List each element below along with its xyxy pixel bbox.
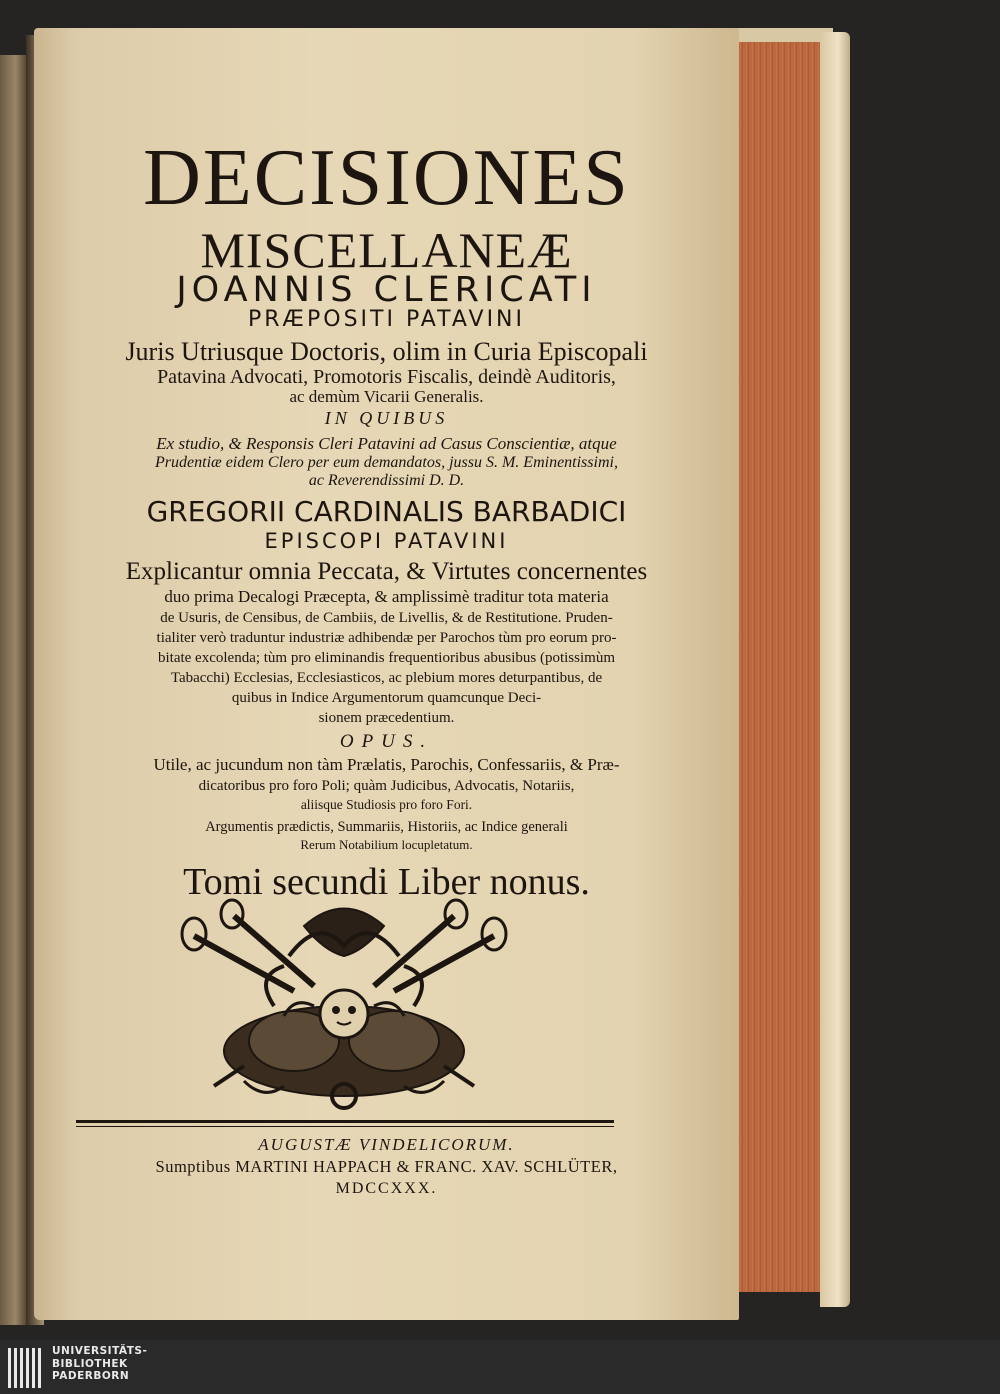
opus-heading: OPUS.	[339, 731, 434, 752]
body-text-line: quibus in Indice Argumentorum quamcunque Deci-	[231, 690, 542, 706]
body-text-line: duo prima Decalogi Præcepta, & amplissimè traditur tota materia	[164, 587, 609, 606]
body-text-line: tialiter verò traduntur industriæ adhibendæ per Parochos tùm pro eorum pro-	[156, 630, 617, 646]
body-text-line: Rerum Notabilium locupletatum.	[300, 837, 473, 852]
author-title: PRÆPOSITI PATAVINI	[248, 307, 525, 332]
italic-text-line: Ex studio, & Responsis Cleri Patavini ad Casus Conscientiæ, atque	[156, 434, 617, 453]
cardinal-title: EPISCOPI PATAVINI	[264, 529, 509, 553]
title-page	[34, 28, 739, 1320]
author-description-line: ac demùm Vicarii Generalis.	[289, 387, 484, 406]
facing-page-edge	[0, 55, 28, 1325]
main-title: DECISIONES	[143, 134, 630, 222]
imprint-rule-thin	[76, 1126, 614, 1127]
footer-bar	[0, 1340, 1000, 1394]
logo-line: PADERBORN	[52, 1370, 130, 1382]
body-text-line: dicatoribus pro foro Poli; quàm Judicibus, Advocatis, Notariis,	[198, 778, 575, 794]
library-logo-text	[52, 1345, 147, 1383]
page-fore-edge	[733, 42, 825, 1292]
author-description-line: Juris Utriusque Doctoris, olim in Curia Episcopali	[125, 337, 648, 366]
imprint-place: AUGUSTÆ VINDELICORUM.	[258, 1135, 515, 1154]
author-name: JOANNIS CLERICATI	[176, 270, 597, 310]
logo-line: UNIVERSITÄTS-	[52, 1345, 148, 1357]
eagle-trumpets-vignette-icon	[174, 896, 514, 1111]
italic-text-line: ac Reverendissimi D. D.	[308, 472, 465, 489]
imprint-rule	[76, 1120, 614, 1123]
cardinal-name: GREGORII CARDINALIS BARBADICI	[146, 495, 627, 528]
body-text-line: Explicantur omnia Peccata, & Virtutes concernentes	[125, 558, 648, 585]
body-text-line: aliisque Studiosis pro foro Fori.	[300, 797, 473, 812]
body-text-line: bitate excolenda; tùm pro eliminandis frequentioribus abusibus (potissimùm	[157, 650, 615, 666]
imprint-year: MDCCXXX.	[335, 1180, 438, 1197]
cover-board-edge	[820, 32, 850, 1307]
library-logo-icon	[6, 1346, 44, 1390]
author-description-line: Patavina Advocati, Promotoris Fiscalis, deindè Auditoris,	[157, 366, 616, 388]
body-text-line: sionem præcedentium.	[318, 710, 455, 726]
body-text-line: Tabacchi) Ecclesias, Ecclesiasticos, ac plebium mores deturpantibus, de	[170, 670, 603, 686]
body-text-line: de Usuris, de Censibus, de Cambiis, de Livellis, & de Restitutione. Pruden-	[160, 610, 613, 626]
imprint-publisher: Sumptibus MARTINI HAPPACH & FRANC. XAV. SCHLÜTER,	[155, 1157, 618, 1176]
italic-text-line: Prudentiæ eidem Clero per eum demandatos, jussu S. M. Eminentissimi,	[155, 454, 618, 471]
body-text-line: Argumentis prædictis, Summariis, Historiis, ac Indice generali	[205, 819, 568, 835]
in-quibus-heading: IN QUIBUS	[324, 408, 449, 428]
volume-title: Tomi secundi Liber nonus.	[183, 861, 590, 903]
logo-line: BIBLIOTHEK	[52, 1357, 128, 1370]
body-text-line: Utile, ac jucundum non tàm Prælatis, Parochis, Confessariis, & Præ-	[153, 755, 620, 774]
subtitle: MISCELLANEÆ	[200, 222, 573, 278]
